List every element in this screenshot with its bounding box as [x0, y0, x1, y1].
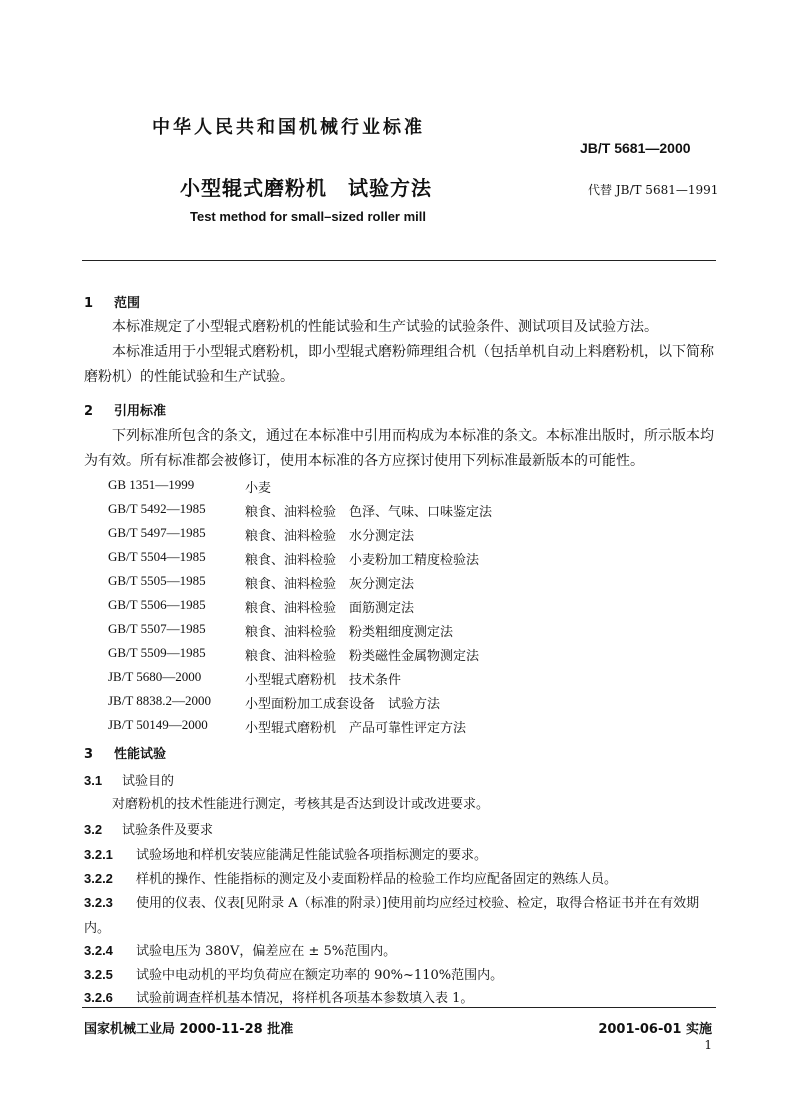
reference-code: GB/T 5505—1985 [108, 573, 206, 588]
section-title: 范围 [114, 296, 141, 311]
clause-text: 使用的仪表、仪表[见附录 A（标准的附录）]使用前均应经过校验、检定，取得合格证书并在有效期内。 [84, 896, 700, 936]
clause-number: 3.2.6 [84, 990, 113, 1005]
clause-text: 试验场地和样机安装应能满足性能试验各项指标测定的要求。 [136, 848, 488, 863]
reference-code: GB/T 5504—1985 [108, 549, 206, 564]
clause-number: 3.2.4 [84, 943, 113, 958]
section-title: 性能试验 [114, 747, 167, 762]
clause-number: 3.2.1 [84, 847, 113, 862]
issuing-organization: 中华人民共和国机械行业标准 [152, 117, 425, 138]
subsection-title: 试验目的 [122, 774, 175, 789]
reference-title: 粮食、油料检验 色泽、气味、口味鉴定法 [245, 505, 493, 520]
clause-text: 试验中电动机的平均负荷应在额定功率的 90%~110%范围内。 [136, 968, 504, 983]
page-number: 1 [704, 1038, 712, 1052]
standard-code: JB/T 5681—2000 [580, 140, 691, 156]
reference-code: JB/T 5680—2000 [108, 669, 202, 684]
reference-title: 小型面粉加工成套设备 试验方法 [245, 697, 441, 712]
document-title-cn: 小型辊式磨粉机 试验方法 [180, 176, 432, 200]
reference-code: GB/T 5507—1985 [108, 621, 206, 636]
section-1-paragraph-1: 本标准规定了小型辊式磨粉机的性能试验和生产试验的试验条件、测试项目及试验方法。 [112, 319, 658, 335]
section-number: 3 [84, 747, 94, 762]
section-1-paragraph-2: 本标准适用于小型辊式磨粉机，即小型辊式磨粉筛理组合机（包括单机自动上料磨粉机，以下简称磨粉机）的性能试验和生产试验。 [84, 344, 714, 385]
reference-title: 粮食、油料检验 面筋测定法 [245, 601, 415, 616]
reference-code: GB/T 5506—1985 [108, 597, 206, 612]
replaces-standard: 代替 JB/T 5681—1991 [588, 183, 719, 197]
reference-code: GB 1351—1999 [108, 477, 195, 492]
section-1-heading [84, 292, 140, 311]
clause-3-2-3 [84, 890, 716, 941]
clause-text: 试验电压为 380V，偏差应在 ± 5%范围内。 [136, 944, 397, 959]
reference-code: JB/T 50149—2000 [108, 717, 208, 732]
implementation-date: 2001-06-01 实施 [598, 1022, 712, 1037]
clause-3-2-2 [84, 866, 716, 892]
subsection-number: 3.2 [84, 822, 103, 837]
reference-title: 粮食、油料检验 粉类粗细度测定法 [245, 625, 454, 640]
clause-3-2-4 [84, 938, 716, 964]
subsection-number: 3.1 [84, 773, 103, 788]
reference-title: 粮食、油料检验 小麦粉加工精度检验法 [245, 553, 480, 568]
clause-text: 样机的操作、性能指标的测定及小麦面粉样品的检验工作均应配备固定的熟练人员。 [136, 872, 618, 887]
reference-code: GB/T 5497—1985 [108, 525, 206, 540]
header-divider [82, 260, 716, 261]
section-2-heading [84, 400, 166, 419]
approval-info: 国家机械工业局 2000-11-28 批准 [84, 1022, 294, 1037]
reference-title: 粮食、油料检验 灰分测定法 [245, 577, 415, 592]
clause-3-2-1 [84, 842, 716, 868]
subsection-3-2-heading [84, 817, 716, 843]
section-title: 引用标准 [114, 404, 167, 419]
subsection-title: 试验条件及要求 [122, 823, 214, 838]
reference-title: 粮食、油料检验 粉类磁性金属物测定法 [245, 649, 480, 664]
section-number: 2 [84, 404, 94, 419]
section-3-heading [84, 743, 166, 762]
reference-title: 小麦 [245, 481, 272, 496]
reference-code: GB/T 5509—1985 [108, 645, 206, 660]
subsection-3-1-text: 对磨粉机的技术性能进行测定，考核其是否达到设计或改进要求。 [112, 797, 490, 812]
clause-text: 试验前调查样机基本情况，将样机各项基本参数填入表 1。 [136, 991, 474, 1006]
document-title-en: Test method for small–sized roller mill [190, 209, 426, 224]
reference-title: 小型辊式磨粉机 技术条件 [245, 673, 402, 688]
clause-number: 3.2.5 [84, 967, 113, 982]
reference-title: 小型辊式磨粉机 产品可靠性评定方法 [245, 721, 467, 736]
section-number: 1 [84, 296, 94, 311]
reference-code: GB/T 5492—1985 [108, 501, 206, 516]
clause-number: 3.2.3 [84, 895, 113, 910]
clause-number: 3.2.2 [84, 871, 113, 886]
reference-title: 粮食、油料检验 水分测定法 [245, 529, 415, 544]
footer-divider [82, 1007, 716, 1008]
subsection-3-1-heading [84, 768, 716, 794]
reference-code: JB/T 8838.2—2000 [108, 693, 212, 708]
section-2-paragraph-1: 下列标准所包含的条文，通过在本标准中引用而构成为本标准的条文。本标准出版时，所示版本均为有效。所有标准都会被修订，使用本标准的各方应探讨使用下列标准最新版本的可能性。 [84, 428, 714, 469]
